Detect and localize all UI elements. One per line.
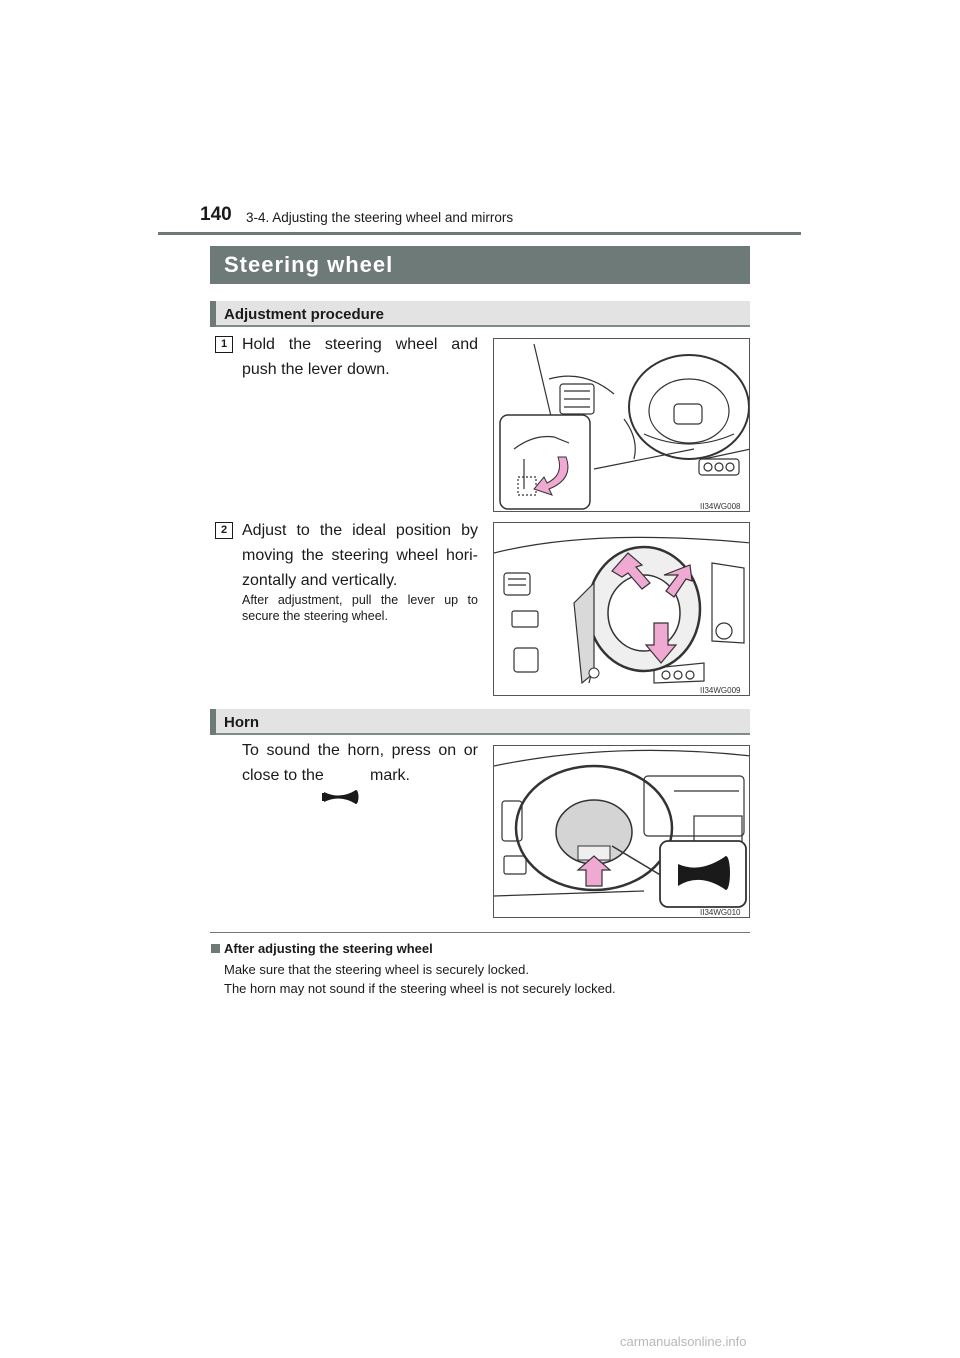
step-2-note: After adjustment, pull the lever up to secure the steering wheel. [242,593,478,623]
note-bullet-icon [211,944,220,953]
step-2-badge: 2 [215,522,233,539]
steering-adjust-illustration [494,523,750,696]
step-1-text: Hold the steering wheel and push the lever down. [242,336,478,378]
figure-horn [493,745,750,918]
note-rule [210,932,750,933]
note-heading-text: After adjusting the steering wheel [224,941,433,956]
figure-1-code: II34WG008 [700,502,741,511]
figure-3-code: II34WG010 [700,908,741,917]
note-line-1: Make sure that the steering wheel is securely locked. [224,962,529,977]
horn-heading-accent [210,709,216,735]
step-1-badge: 1 [215,336,233,353]
steering-lever-illustration [494,339,750,512]
step-2-text: Adjust to the ideal position by moving the steering wheel hori-zontally and vertically. [242,522,478,589]
watermark: carmanualsonline.info [620,1334,747,1349]
adjustment-heading: Adjustment procedure [224,306,385,323]
horn-text-mark: mark. [370,767,410,784]
figure-steering-adjust [493,522,750,696]
horn-heading: Horn [224,714,259,731]
page-number: 140 [200,204,232,225]
adjustment-heading-accent [210,301,216,327]
section-header: 3-4. Adjusting the steering wheel and mirrors [246,210,514,225]
note-line-2: The horn may not sound if the steering wheel is not securely locked. [224,981,616,996]
note-heading [211,941,433,956]
horn-heading-bar [210,709,750,735]
figure-2-code: II34WG009 [700,686,741,695]
page-title: Steering wheel [224,252,394,277]
horn-illustration [494,746,750,918]
horn-icon [320,786,360,808]
figure-steering-lever [493,338,750,512]
horn-text-line1: To sound the horn, press on or close to the [242,742,478,784]
header-rule [158,232,801,235]
